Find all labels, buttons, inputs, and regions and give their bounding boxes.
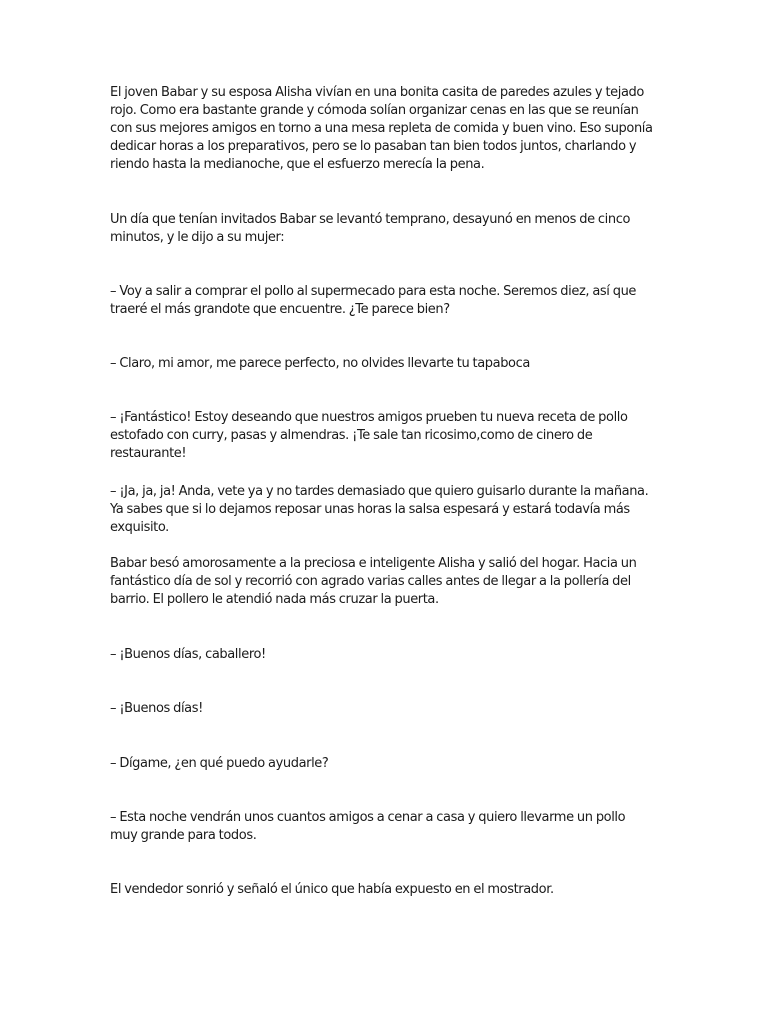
paragraph-narration: Babar besó amorosamente a la preciosa e inteligente Alisha y salió del hogar. Hacia un fantástico día de sol y recorrió con agrado varias calles antes de llegar a la pollería del barrio. El pollero le atendió nada más cruzar la puerta. [110, 556, 637, 607]
paragraph-closing: El vendedor sonrió y señaló el único que había expuesto en el mostrador. [110, 882, 554, 897]
paragraph-dialogue-butcher-2: – Dígame, ¿en qué puedo ayudarle? [110, 756, 329, 771]
paragraph-dialogue-babar-2: – ¡Fantástico! Estoy deseando que nuestros amigos prueben tu nueva receta de pollo estofado con curry, pasas y almendras. ¡Te sale tan ricosimo,como de cinero de restaurante! [110, 410, 628, 461]
paragraph-dialogue-alisha-1: – Claro, mi amor, me parece perfecto, no olvides llevarte tu tapaboca [110, 356, 530, 371]
paragraph-dialogue-butcher-1: – ¡Buenos días, caballero! [110, 647, 266, 662]
paragraph-dialogue-alisha-2: – ¡Ja, ja, ja! Anda, vete ya y no tardes demasiado que quiero guisarlo durante la mañana. Ya sabes que si lo dejamos reposar unas horas la salsa espesará y estará todavía más exquisito. [110, 484, 649, 535]
paragraph-morning: Un día que tenían invitados Babar se levantó temprano, desayunó en menos de cinco minutos, y le dijo a su mujer: [110, 212, 630, 245]
paragraph-dialogue-babar-3: – ¡Buenos días! [110, 701, 203, 716]
paragraph-intro: El joven Babar y su esposa Alisha vivían en una bonita casita de paredes azules y tejado rojo. Como era bastante grande y cómoda solían organizar cenas en las que se reunían con sus mejores amigos en torno a una mesa repleta de comida y buen vino. Eso suponía dedicar horas a los preparativos, pero se lo pasaban tan bien todos juntos, charlando y riendo hasta la medianoche, que el esfuerzo merecía la pena. [110, 85, 653, 172]
paragraph-dialogue-babar-4: – Esta noche vendrán unos cuantos amigos a cenar a casa y quiero llevarme un pollo muy grande para todos. [110, 810, 626, 843]
paragraph-dialogue-babar-1: – Voy a salir a comprar el pollo al supermecado para esta noche. Seremos diez, así que traeré el más grandote que encuentre. ¿Te parece bien? [110, 284, 637, 317]
